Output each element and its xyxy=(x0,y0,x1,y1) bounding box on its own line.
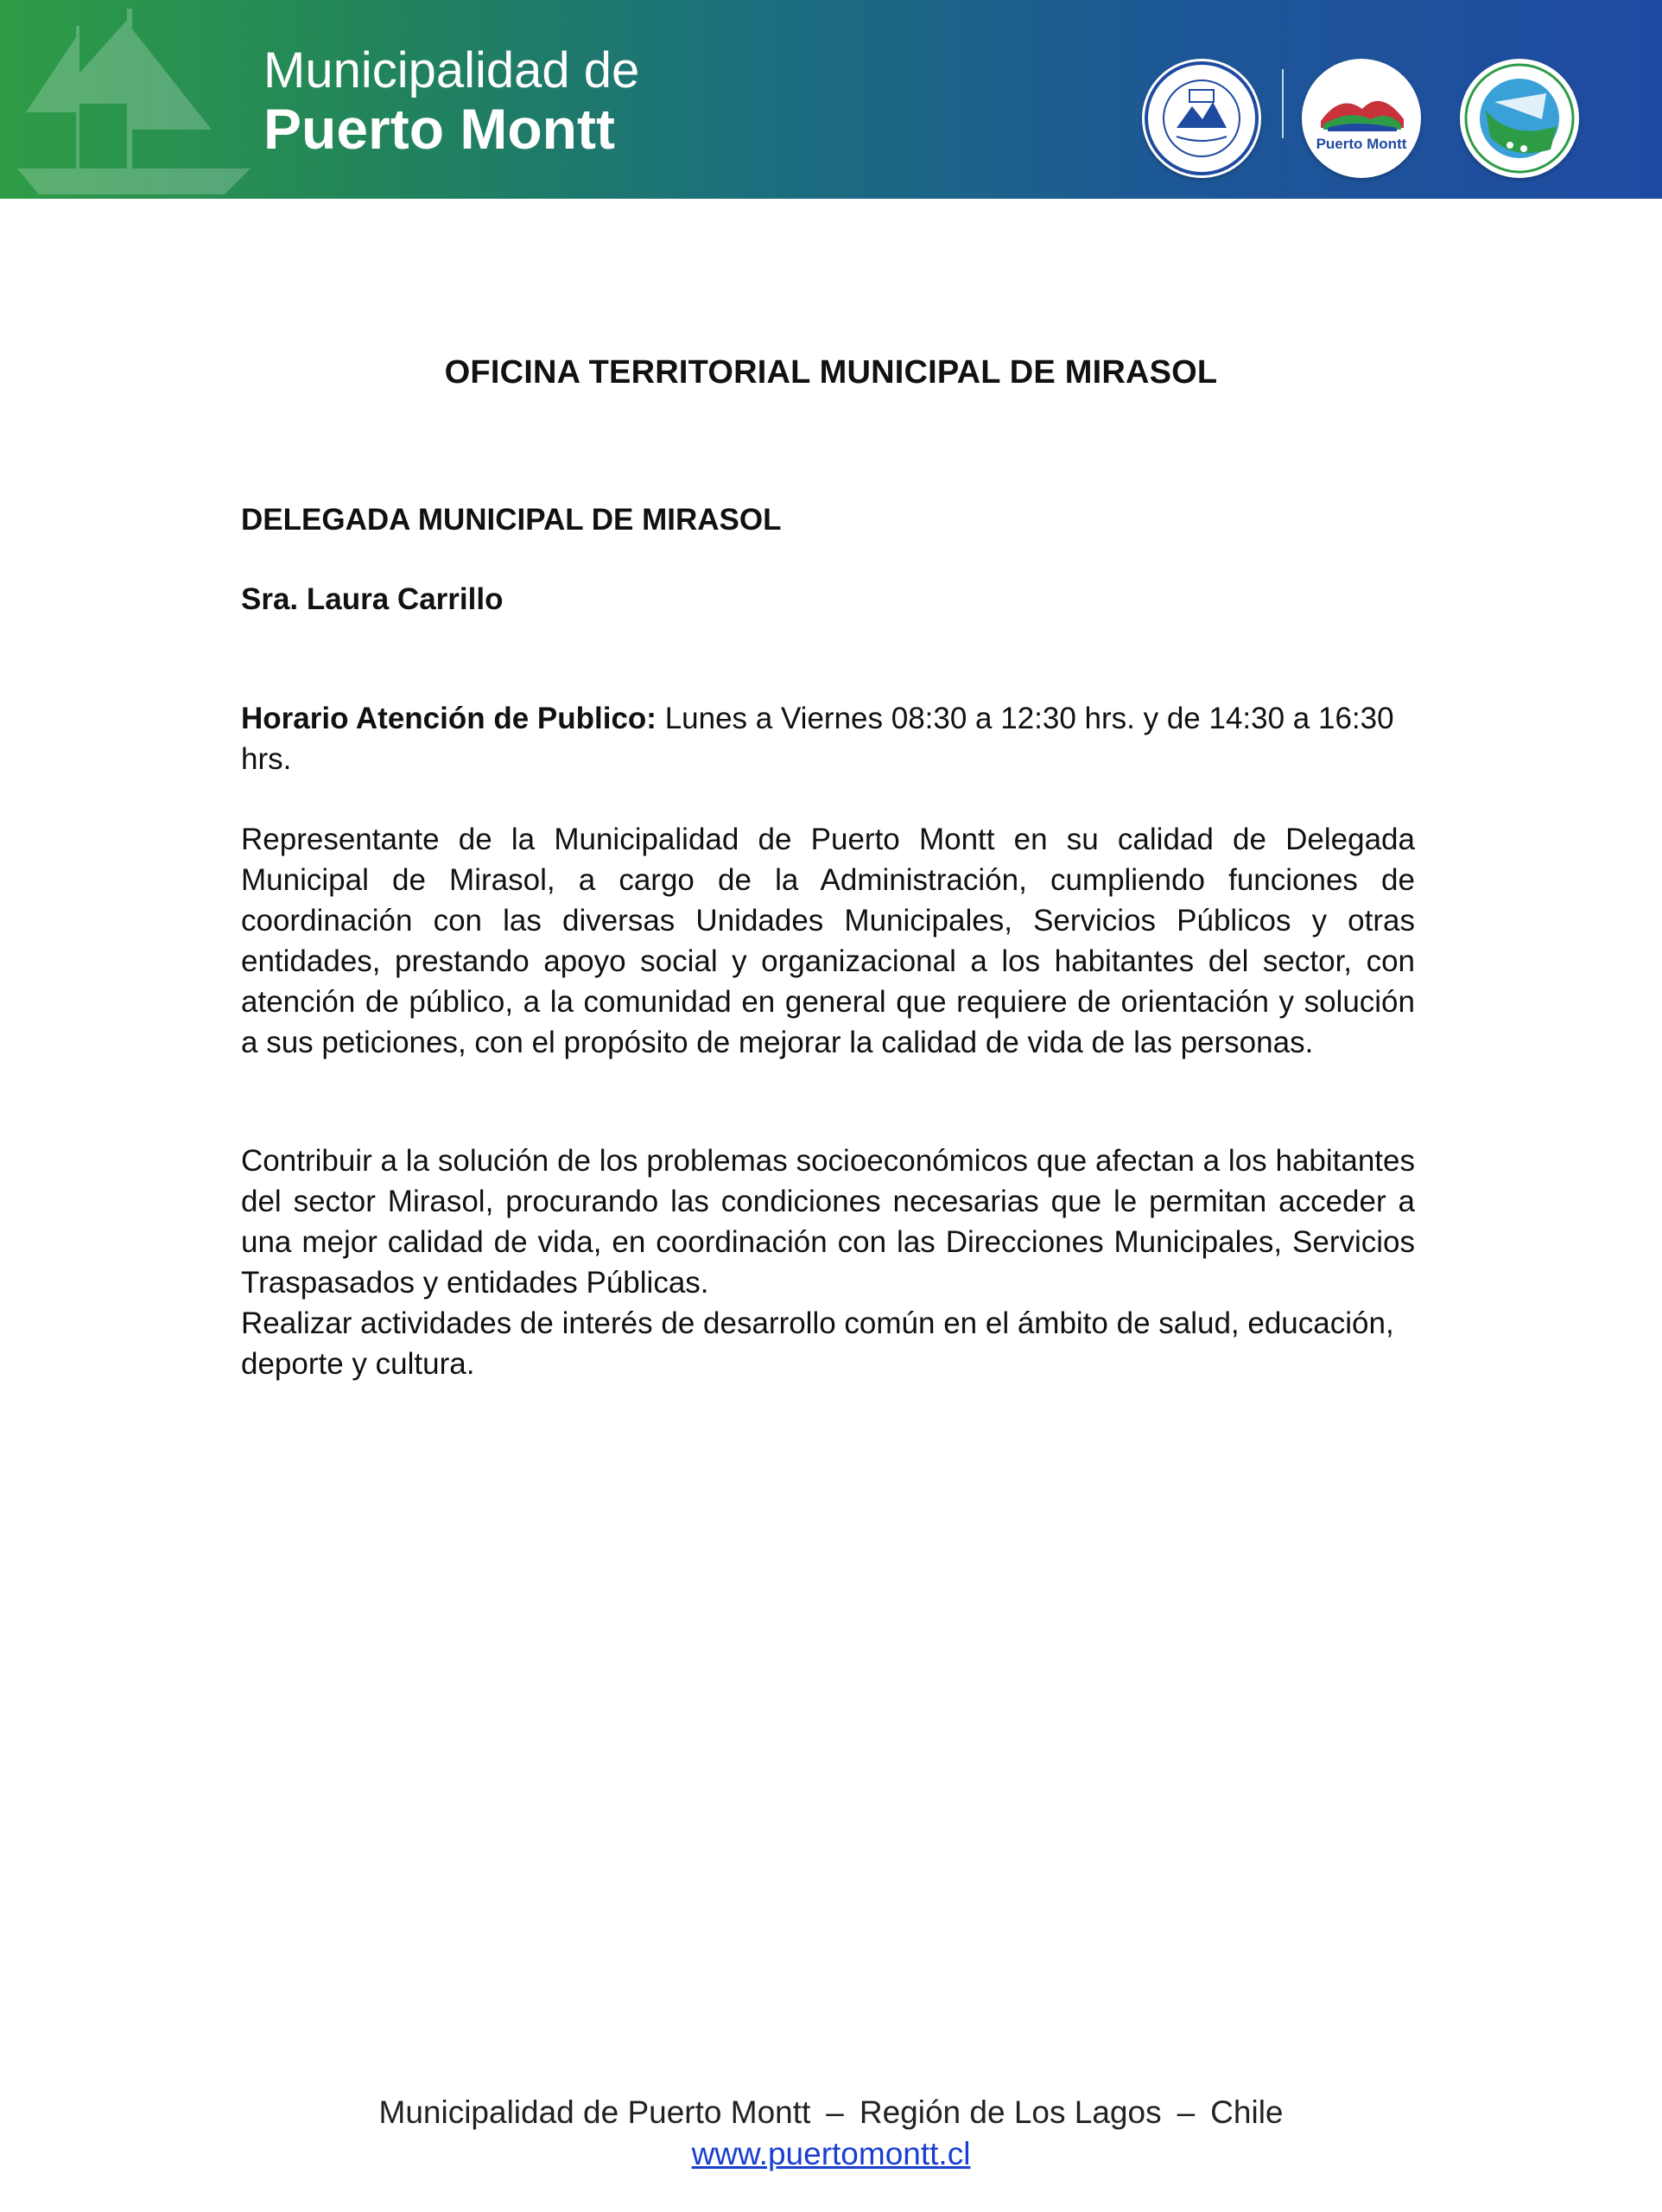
office-hours xyxy=(241,698,1415,779)
municipal-seal-icon xyxy=(1142,59,1261,178)
footer-municipality: Municipalidad de Puerto Montt xyxy=(378,2094,811,2130)
puerto-montt-logo-icon xyxy=(1302,59,1421,178)
footer-separator: – xyxy=(826,2094,844,2130)
role-heading xyxy=(241,499,1415,540)
description-paragraph-2 xyxy=(241,1141,1415,1384)
header-banner xyxy=(0,0,1662,199)
person-name xyxy=(241,579,1415,620)
footer-region: Región de Los Lagos xyxy=(859,2094,1162,2130)
paragraph-3-text: Realizar actividades de interés de desarrollo común en el ámbito de salud, educación, deporte y cultura. xyxy=(241,1306,1394,1381)
paragraph-2-text: Contribuir a la solución de los problemas socioeconómicos que afectan a los habitantes del sector Mirasol, procurando las condiciones necesarias que le permitan acceder a una mejor calidad de vida, en coordinación con las Direcciones Municipales, Servicios Traspasados y entidades Públicas. xyxy=(241,1144,1415,1300)
role-heading-text: DELEGADA MUNICIPAL DE MIRASOL xyxy=(241,503,782,537)
environmental-certification-icon xyxy=(1460,59,1579,178)
brand-line2: Puerto Montt xyxy=(263,97,615,161)
footer-address xyxy=(0,2094,1662,2131)
hours-label: Horario Atención de Publico: xyxy=(241,702,657,735)
logo-divider xyxy=(1282,69,1284,138)
puerto-montt-logo-text: Puerto Montt xyxy=(1316,136,1407,152)
brand-line1: Municipalidad de xyxy=(263,42,640,99)
paragraph-1-text: Representante de la Municipalidad de Puerto Montt en su calidad de Delegada Municipal de Mirasol, a cargo de la Administración, cumpliendo funciones de coordinación con las diversas Unidades Municipales, Servicios Públicos y otras entidades, prestando apoyo social y organizacional a los habitantes del sector, con atención de público, a la comunidad en general que requiere de orientación y solución a sus peticiones, con el propósito de mejorar la calidad de vida de las personas. xyxy=(241,823,1415,1059)
footer-website-link[interactable]: www.puertomontt.cl xyxy=(691,2136,971,2171)
footer-separator: – xyxy=(1177,2094,1196,2130)
footer-country: Chile xyxy=(1210,2094,1284,2130)
description-paragraph-1 xyxy=(241,819,1415,1063)
document-title: OFICINA TERRITORIAL MUNICIPAL DE MIRASOL xyxy=(444,354,1218,391)
person-name-text: Sra. Laura Carrillo xyxy=(241,582,504,616)
ship-watermark-icon xyxy=(0,0,276,199)
brand-wordmark xyxy=(263,43,639,159)
hours-value: Lunes a Viernes 08:30 a 12:30 hrs. y de 14:30 a 16:30 hrs. xyxy=(241,702,1394,776)
